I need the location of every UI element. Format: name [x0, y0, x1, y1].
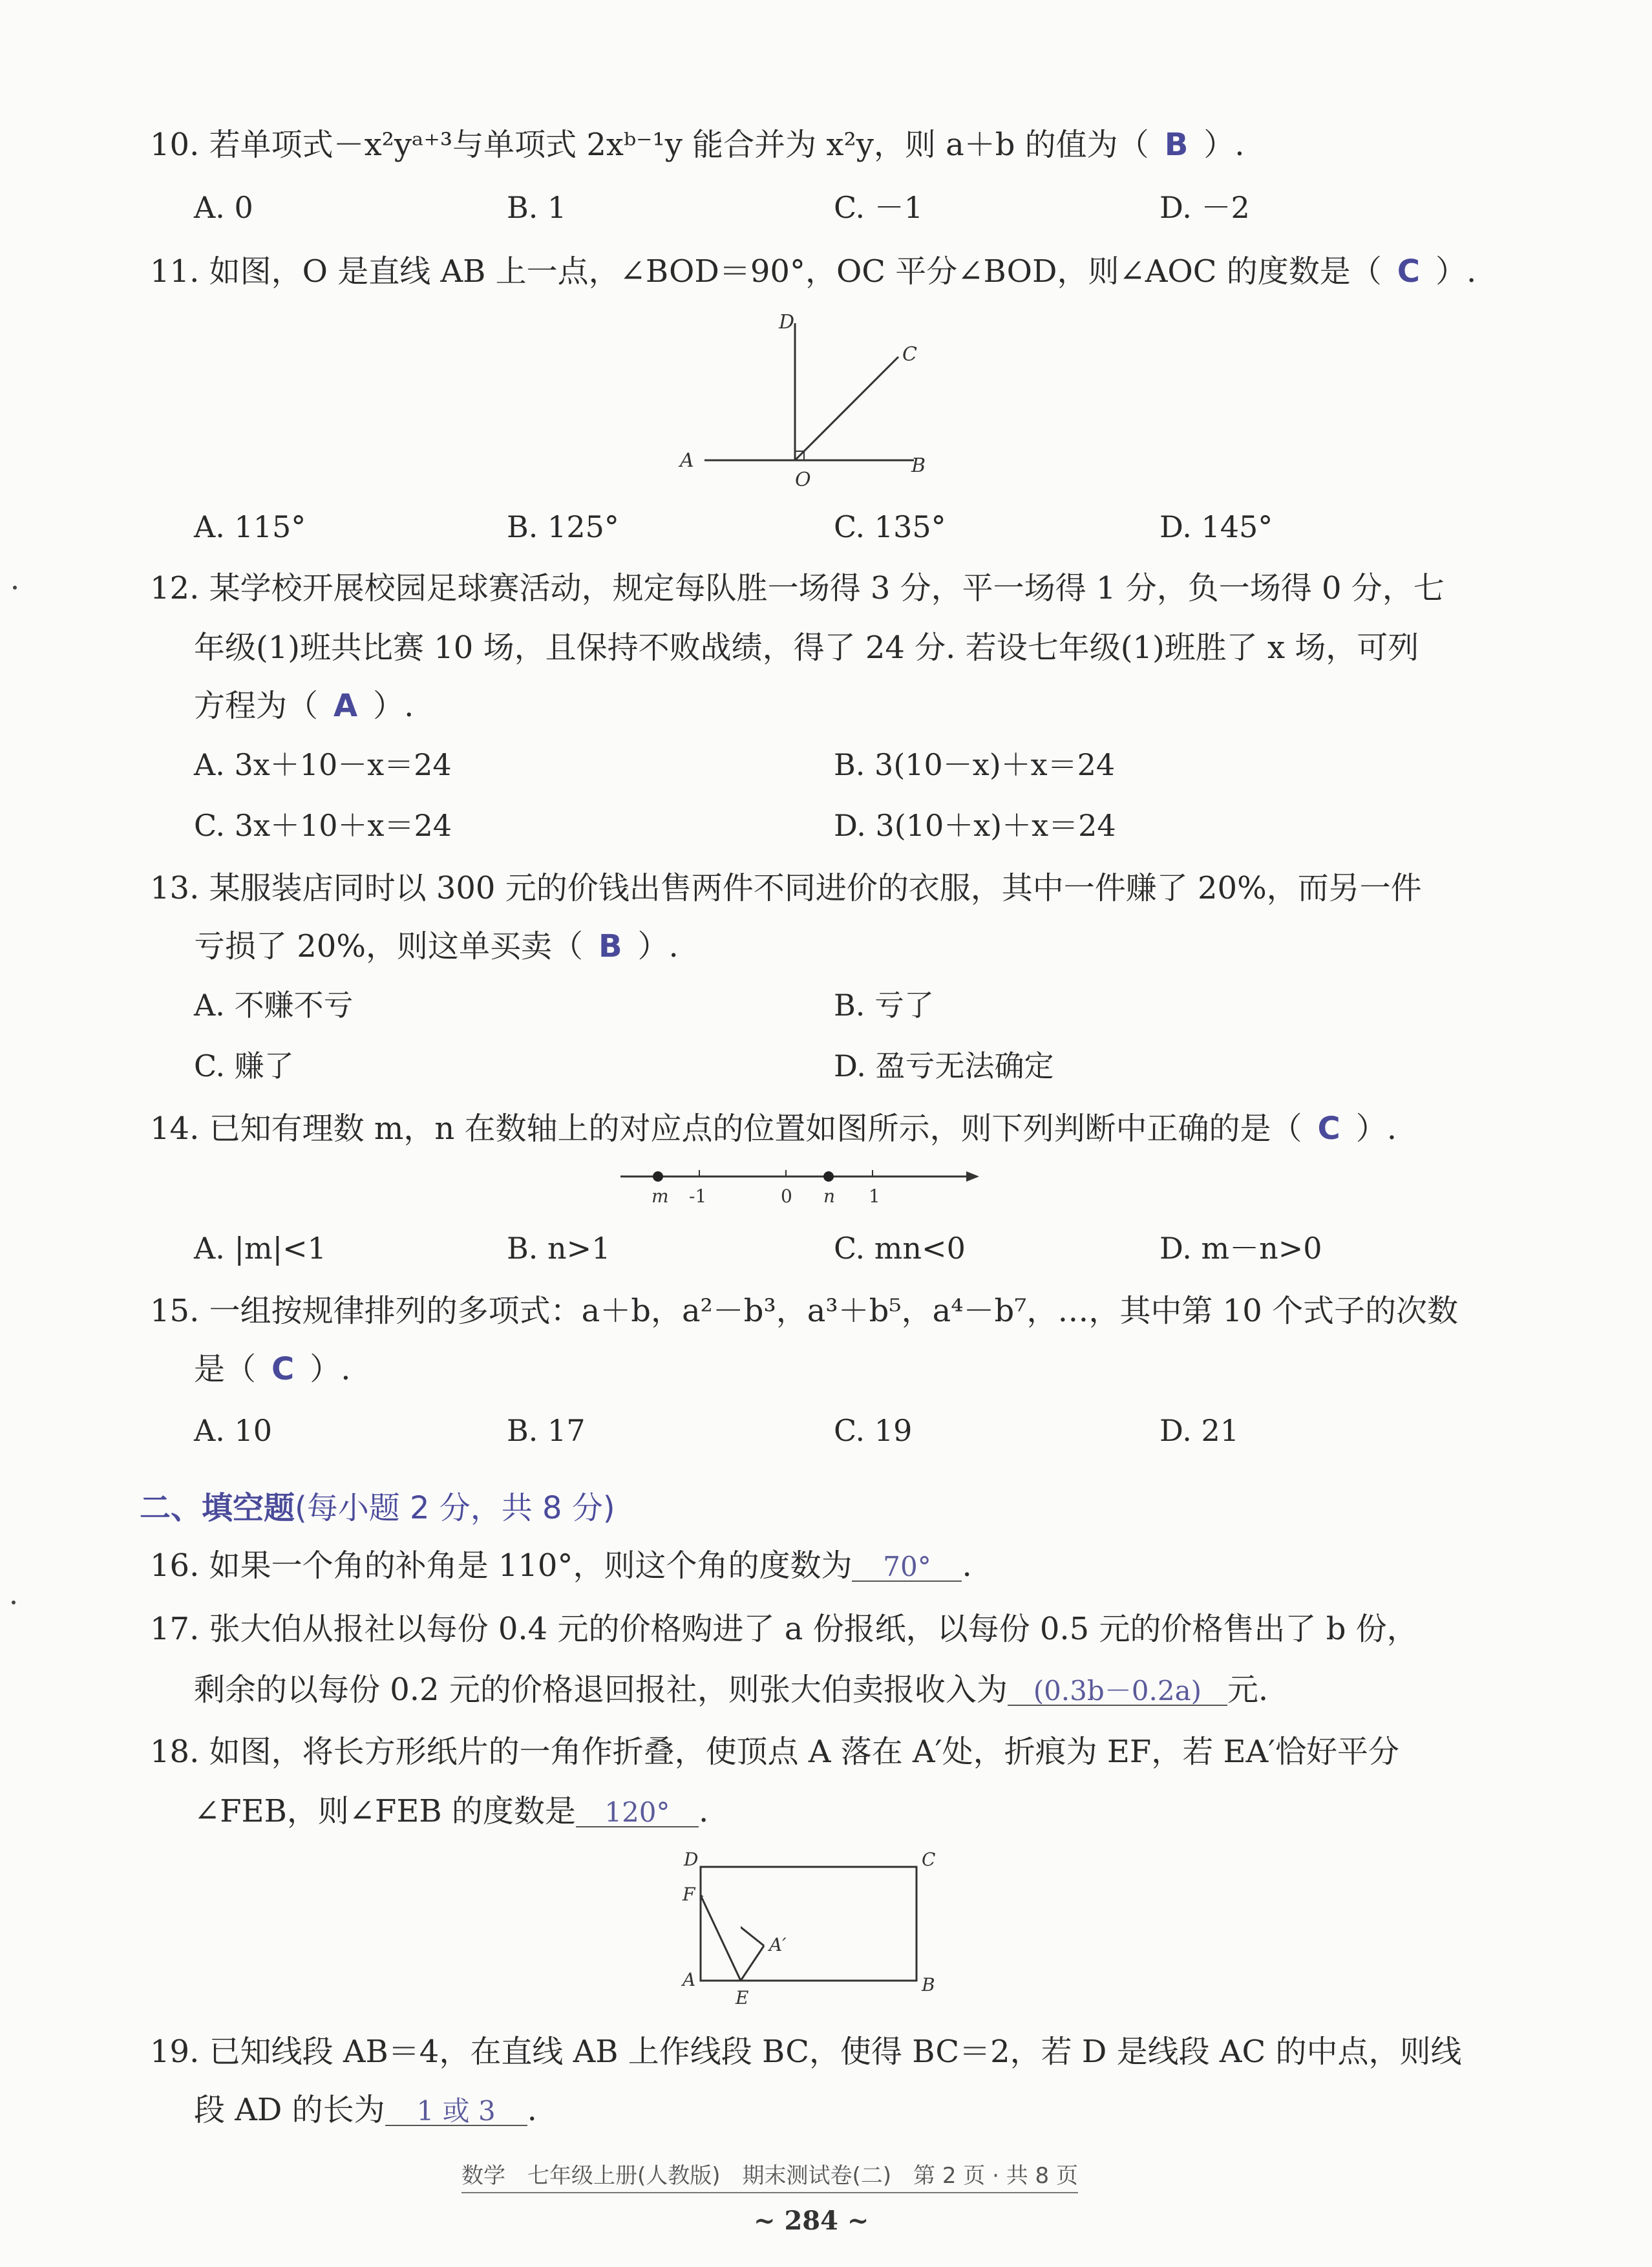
q13-line1: 13. 某服装店同时以 300 元的价钱出售两件不同进价的衣服，其中一件赚了 20%，而另一件	[150, 870, 1422, 906]
q15-option-c: C. 19	[834, 1413, 913, 1448]
q15-close: ）.	[310, 1351, 351, 1387]
q18-line1: 18. 如图，将长方形纸片的一角作折叠，使顶点 A 落在 A′处，折痕为 EF，若 EA′恰好平分	[150, 1734, 1400, 1770]
q13-line2	[194, 928, 679, 964]
q14-option-c: C. mn<0	[834, 1231, 966, 1266]
label-c: C	[902, 343, 917, 366]
q12-line3-text: 方程为（	[194, 688, 319, 724]
label-b: B	[911, 454, 926, 477]
q10-option-a: A. 0	[194, 190, 253, 225]
axis-arrow	[966, 1171, 979, 1182]
section-subtitle: (每小题 2 分，共 8 分)	[295, 1490, 615, 1526]
q18-fold-figure	[672, 1842, 944, 2017]
q13-close: ）.	[637, 928, 679, 964]
label-c: C	[922, 1849, 936, 1870]
label-a: A	[683, 1969, 696, 1990]
margin-mark	[12, 1601, 16, 1604]
label-f: F	[683, 1884, 695, 1905]
q10-option-d: D. －2	[1160, 190, 1250, 225]
q19-line2	[194, 2094, 537, 2126]
point-m	[653, 1171, 663, 1182]
q12-option-c: C. 3x＋10＋x＝24	[194, 808, 452, 843]
q17-line2	[194, 1674, 1268, 1706]
q11-stem	[150, 253, 1477, 290]
page-number: ~ 284 ~	[754, 2206, 869, 2236]
q18-line2	[194, 1793, 709, 1829]
q19-answer-blank: 1 或 3	[385, 2098, 527, 2126]
q15-option-b: B. 17	[507, 1413, 586, 1448]
q15-line2	[194, 1351, 351, 1387]
q14-answer: C	[1317, 1111, 1340, 1147]
q11-option-b: B. 125°	[507, 509, 619, 544]
q12-line1: 12. 某学校开展校园足球赛活动，规定每队胜一场得 3 分，平一场得 1 分，负一场得 0 分，七	[150, 570, 1445, 606]
q17-line2-text: 剩余的以每份 0.2 元的价格退回报社，则张大伯卖报收入为	[194, 1672, 1008, 1708]
q10-stem	[150, 127, 1245, 163]
q10-close: ）.	[1203, 127, 1245, 163]
q12-line2: 年级(1)班共比赛 10 场，且保持不败战绩，得了 24 分. 若设七年级(1)班胜了 x 场，可列	[194, 630, 1419, 666]
q15-answer: C	[271, 1351, 295, 1387]
q19-line2-text: 段 AD 的长为	[194, 2092, 385, 2128]
label-e: E	[736, 1987, 749, 2008]
section-title: 二、填空题	[140, 1490, 295, 1526]
q19-line1: 19. 已知线段 AB＝4，在直线 AB 上作线段 BC，使得 BC＝2，若 D 是线段 AC 的中点，则线	[150, 2034, 1462, 2070]
q14-option-a: A. |m|<1	[194, 1231, 326, 1266]
q10-answer: B	[1164, 127, 1189, 163]
q14-option-d: D. m－n>0	[1160, 1231, 1322, 1266]
q11-option-c: C. 135°	[834, 509, 946, 544]
q16-text: 16. 如果一个角的补角是 110°，则这个角的度数为	[150, 1548, 852, 1584]
q12-option-d: D. 3(10＋x)＋x＝24	[834, 808, 1116, 843]
q16-stem	[150, 1550, 972, 1582]
label-a-prime: A′	[769, 1934, 787, 1955]
section-heading	[140, 1483, 615, 1527]
margin-mark	[13, 586, 17, 590]
label-minus-one: -1	[689, 1186, 707, 1207]
q14-option-b: B. n>1	[507, 1231, 611, 1266]
q13-option-d: D. 盈亏无法确定	[834, 1048, 1054, 1083]
q19-close: .	[527, 2092, 537, 2128]
q10-text: 10. 若单项式－x²yᵃ⁺³与单项式 2xᵇ⁻¹y 能合并为 x²y，则 a＋b 的值为（	[150, 127, 1149, 163]
q13-option-b: B. 亏了	[834, 988, 935, 1023]
q18-line2-text: ∠FEB，则∠FEB 的度数是	[194, 1793, 576, 1829]
label-d: D	[779, 311, 795, 334]
label-m: m	[651, 1186, 669, 1207]
segment-ea-prime	[741, 1946, 764, 1981]
q17-line1: 17. 张大伯从报社以每份 0.4 元的价格购进了 a 份报纸，以每份 0.5 元的价格售出了 b 份，	[150, 1611, 1418, 1647]
q14-stem	[150, 1111, 1397, 1147]
ray-oc	[795, 357, 898, 460]
q10-option-b: B. 1	[507, 190, 567, 225]
q11-option-d: D. 145°	[1160, 509, 1273, 544]
footer-info: 数学 七年级上册(人教版) 期末测试卷(二) 第 2 页 · 共 8 页	[461, 2158, 1078, 2193]
point-n	[823, 1171, 834, 1182]
q11-option-a: A. 115°	[194, 509, 306, 544]
q16-answer-blank: 70°	[852, 1553, 962, 1582]
q14-number-line	[614, 1162, 989, 1214]
q16-close: .	[962, 1548, 972, 1584]
q11-text: 11. 如图，O 是直线 AB 上一点，∠BOD＝90°，OC 平分∠BOD，则∠AOC 的度数是（	[150, 253, 1382, 290]
label-n: n	[823, 1186, 836, 1207]
q13-answer: B	[598, 928, 622, 964]
q15-line2-text: 是（	[194, 1351, 257, 1387]
q11-close: ）.	[1435, 253, 1477, 290]
q11-angle-figure	[666, 304, 963, 491]
q12-option-b: B. 3(10－x)＋x＝24	[834, 747, 1116, 782]
q13-line2-text: 亏损了 20%，则这单买卖（	[194, 928, 583, 964]
q14-close: ）.	[1355, 1111, 1397, 1147]
label-b: B	[922, 1974, 935, 1996]
label-a: A	[680, 449, 694, 472]
q18-answer-blank: 120°	[576, 1799, 699, 1827]
q17-close: 元.	[1227, 1672, 1269, 1708]
label-d: D	[684, 1849, 699, 1870]
q13-option-a: A. 不赚不亏	[194, 988, 354, 1023]
q12-option-a: A. 3x＋10－x＝24	[194, 747, 452, 782]
q13-option-c: C. 赚了	[194, 1048, 294, 1083]
q12-answer: A	[334, 688, 358, 724]
q12-line3	[194, 688, 414, 724]
q15-line1: 15. 一组按规律排列的多项式：a＋b，a²－b³，a³＋b⁵，a⁴－b⁷，…，其中第 10 个式子的次数	[150, 1293, 1459, 1329]
label-o: O	[795, 469, 811, 491]
label-zero: 0	[781, 1186, 792, 1207]
q18-close: .	[698, 1793, 709, 1829]
label-one: 1	[869, 1186, 880, 1207]
q17-answer-blank: (0.3b－0.2a)	[1008, 1677, 1227, 1706]
q14-text: 14. 已知有理数 m，n 在数轴上的对应点的位置如图所示，则下列判断中正确的是（	[150, 1111, 1302, 1147]
q15-option-a: A. 10	[194, 1413, 272, 1448]
q15-option-d: D. 21	[1160, 1413, 1240, 1448]
q11-answer: C	[1397, 253, 1420, 290]
q12-close: ）.	[373, 688, 414, 724]
q10-option-c: C. －1	[834, 190, 924, 225]
